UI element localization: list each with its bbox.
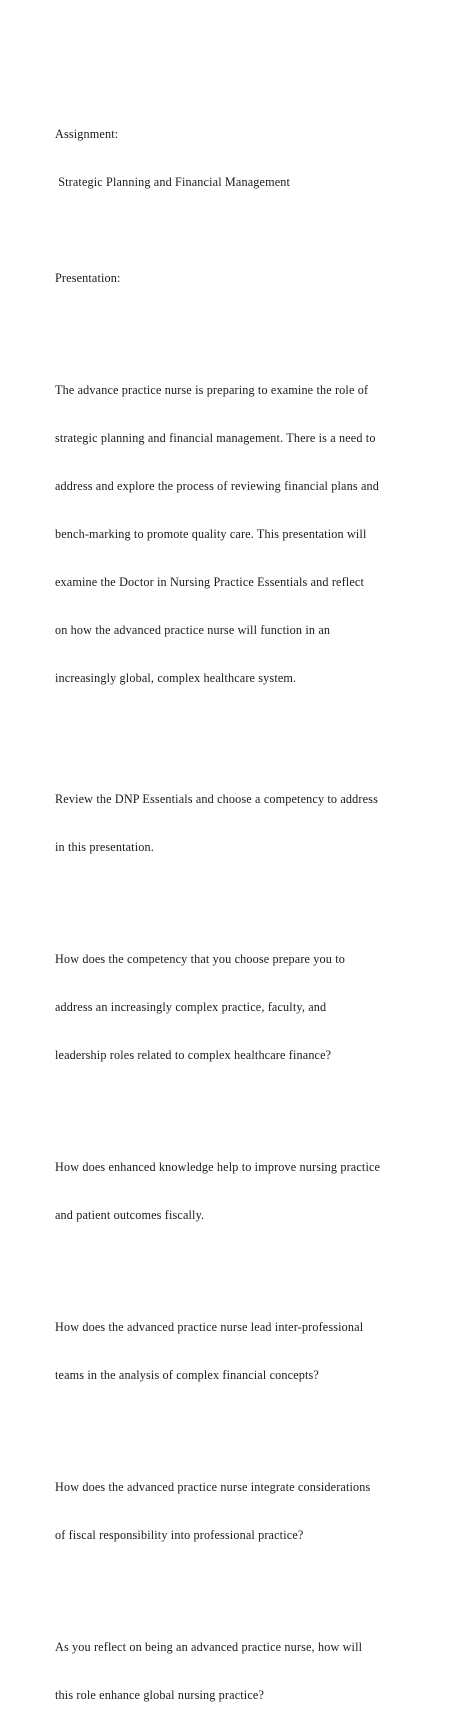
question-line: teams in the analysis of complex financial concepts? xyxy=(55,1368,319,1382)
spacer xyxy=(55,222,415,238)
assignment-label: Assignment: xyxy=(55,127,119,141)
paragraph-line: increasingly global, complex healthcare system. xyxy=(55,671,297,685)
paragraph-line: bench-marking to promote quality care. This presentation will xyxy=(55,527,367,541)
question-line: leadership roles related to complex healthcare finance? xyxy=(55,1048,332,1062)
paragraph-line: The advance practice nurse is preparing to examine the role of xyxy=(55,383,369,397)
document-body xyxy=(55,94,415,1735)
paragraph-line: on how the advanced practice nurse will function in an xyxy=(55,623,331,637)
question-line: How does the advanced practice nurse integrate considerations xyxy=(55,1480,371,1494)
spacer xyxy=(55,1095,415,1111)
paragraph-line: examine the Doctor in Nursing Practice Essentials and reflect xyxy=(55,575,364,589)
question-line: How does the competency that you choose prepare you to xyxy=(55,952,346,966)
question-line: address an increasingly complex practice, faculty, and xyxy=(55,1000,327,1014)
question-line: and patient outcomes fiscally. xyxy=(55,1208,205,1222)
spacer xyxy=(55,1575,415,1591)
question-line: of fiscal responsibility into professional practice? xyxy=(55,1528,304,1542)
question-line: As you reflect on being an advanced practice nurse, how will xyxy=(55,1640,363,1654)
question-line: How does the advanced practice nurse lead inter-professional xyxy=(55,1320,364,1334)
spacer xyxy=(55,318,415,334)
paragraph-line: address and explore the process of reviewing financial plans and xyxy=(55,479,379,493)
presentation-label: Presentation: xyxy=(55,271,121,285)
question-line: How does enhanced knowledge help to improve nursing practice xyxy=(55,1160,381,1174)
spacer xyxy=(55,887,415,903)
question-line: this role enhance global nursing practice? xyxy=(55,1688,265,1702)
paragraph-line: strategic planning and financial management. There is a need to xyxy=(55,431,376,445)
paragraph-line: Review the DNP Essentials and choose a competency to address xyxy=(55,792,378,806)
spacer xyxy=(55,1415,415,1431)
spacer xyxy=(55,718,415,743)
paragraph-line: in this presentation. xyxy=(55,840,154,854)
assignment-title: Strategic Planning and Financial Management xyxy=(55,175,291,189)
spacer xyxy=(55,1255,415,1271)
